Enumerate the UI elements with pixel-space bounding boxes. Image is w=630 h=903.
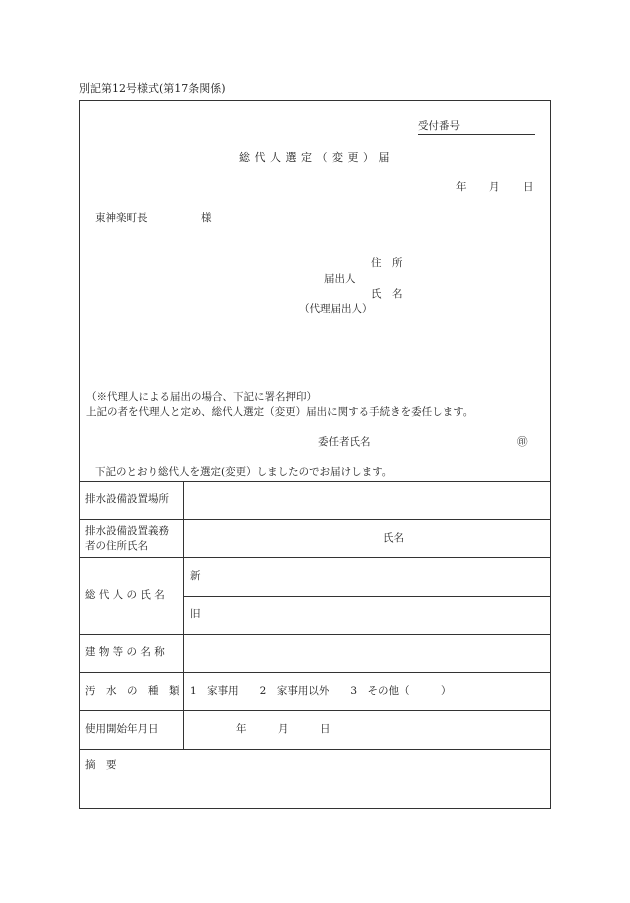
obligor-label-line1: 排水設備設置義務 — [85, 525, 169, 537]
building-name-field[interactable] — [184, 635, 550, 672]
obligor-name-label: 氏名 — [383, 532, 404, 544]
drain-location-field[interactable] — [184, 482, 550, 519]
form-title: 総代人選定（変更）届 — [239, 151, 394, 164]
proxy-applicant-label: （代理届出人） — [299, 303, 373, 315]
obligor-label-line2: 者の住所氏名 — [85, 540, 148, 552]
form-id: 別記第12号様式(第17条関係) — [79, 82, 226, 95]
delegator-name-label: 委任者氏名 — [318, 436, 371, 448]
applicant-role-label: 届出人 — [324, 273, 356, 285]
form-frame — [79, 100, 551, 809]
addressee-honorific: 様 — [201, 212, 212, 224]
building-name-label: 建 物 等 の 名 称 — [85, 646, 165, 658]
applicant-name-label: 氏 名 — [371, 288, 403, 300]
rep-old-label: 旧 — [190, 608, 201, 620]
table-divider — [79, 710, 551, 711]
remarks-field[interactable] — [80, 776, 550, 808]
receipt-number-label: 受付番号 — [418, 120, 460, 132]
obligor-field[interactable] — [184, 520, 550, 557]
date-year-label: 年 — [456, 181, 467, 193]
applicant-address-label: 住 所 — [371, 257, 403, 269]
statement-text: 下記のとおり総代人を選定(変更）しましたのでお届けします。 — [95, 466, 393, 478]
proxy-note: （※代理人による届出の場合、下記に署名押印） — [86, 391, 317, 403]
date-day-label: 日 — [523, 181, 534, 193]
rep-new-field[interactable] — [184, 558, 550, 596]
rep-name-label: 総 代 人 の 氏 名 — [85, 589, 165, 601]
rep-old-field[interactable] — [184, 597, 550, 634]
date-month-label: 月 — [489, 181, 500, 193]
start-date-label: 使用開始年月日 — [85, 723, 159, 735]
rep-new-label: 新 — [190, 570, 201, 582]
delegation-text: 上記の者を代理人と定め、総代人選定（変更）届出に関する手続きを委任します。 — [86, 406, 474, 418]
receipt-number-field[interactable] — [418, 121, 535, 135]
table-divider — [79, 672, 551, 673]
sewage-type-label: 汚 水 の 種 類 — [85, 685, 180, 697]
addressee-name: 東神楽町長 — [95, 212, 148, 224]
start-date-value[interactable]: 年 月 日 — [236, 723, 331, 735]
table-divider — [79, 749, 551, 750]
seal-mark: ㊞ — [517, 436, 528, 448]
remarks-label: 摘 要 — [85, 759, 117, 771]
drain-location-label: 排水設備設置場所 — [85, 493, 169, 505]
sewage-type-options[interactable]: 1 家事用 2 家事用以外 3 その他（ ） — [190, 685, 452, 697]
